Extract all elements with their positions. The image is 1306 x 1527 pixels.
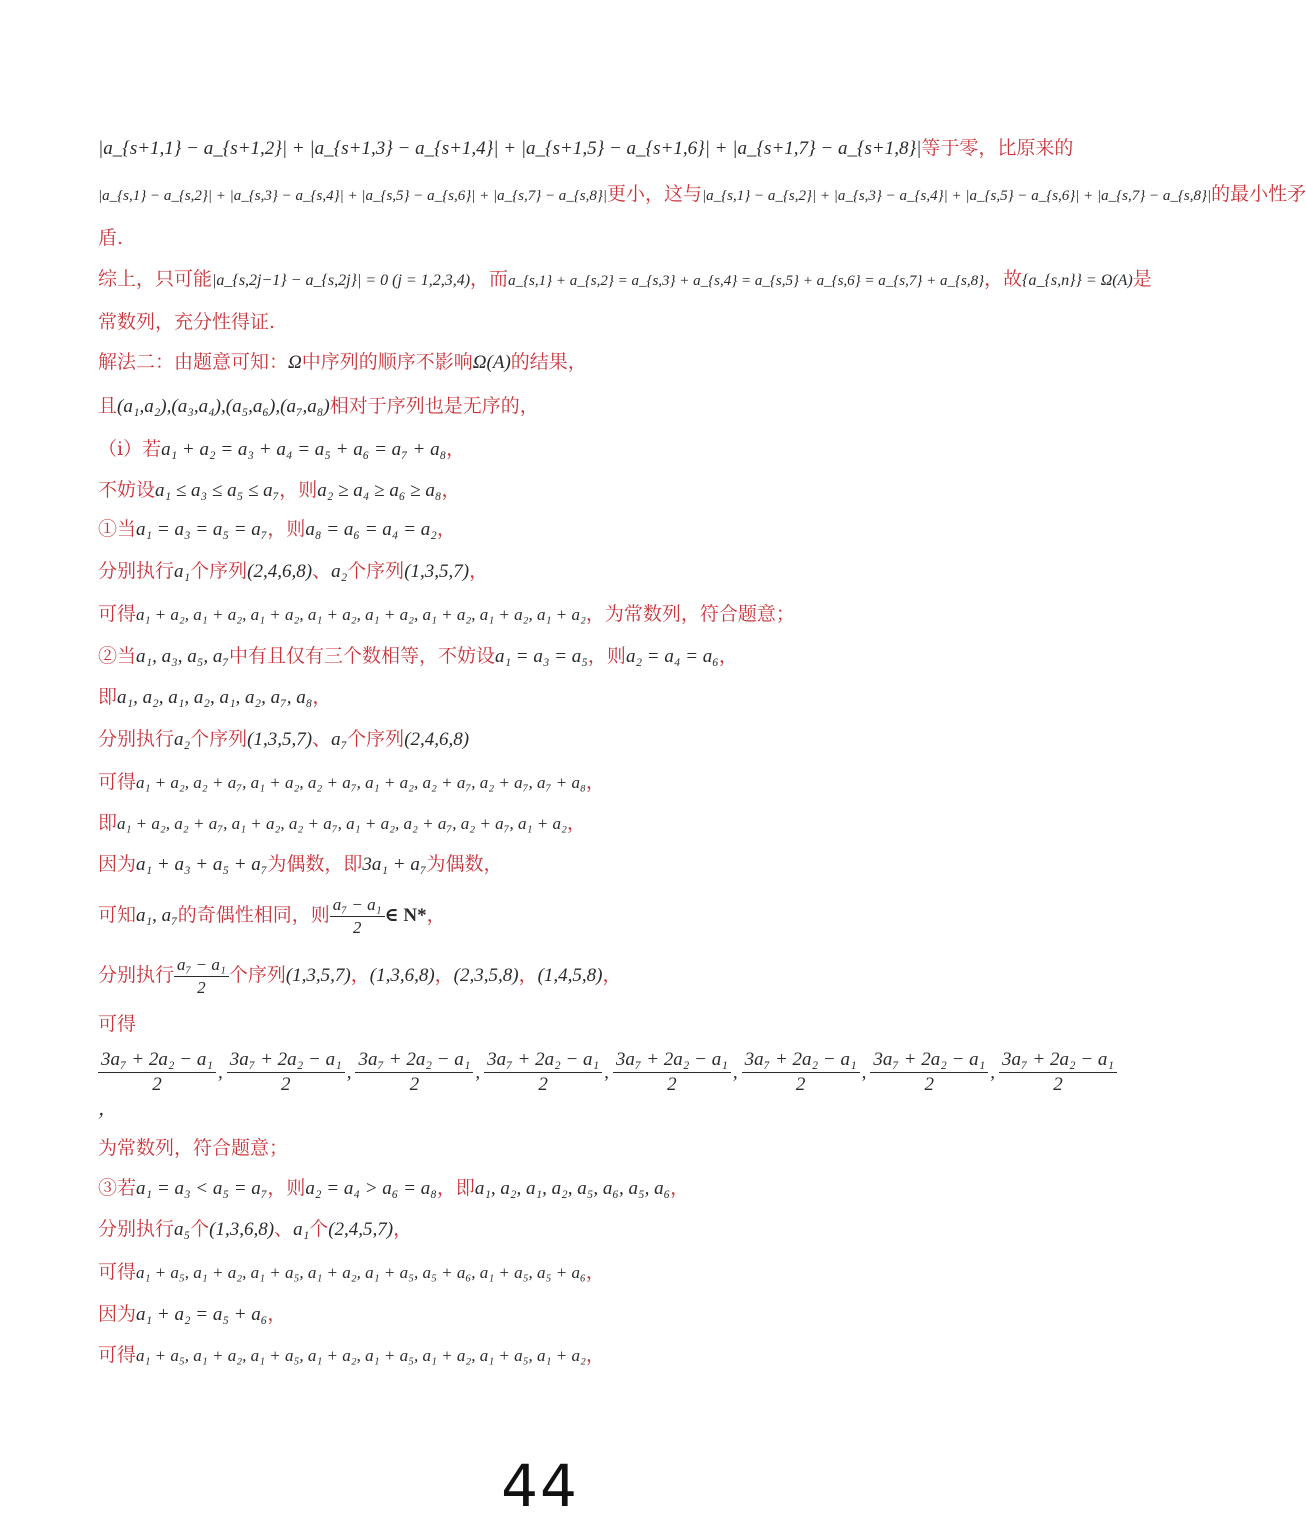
math-expression: a₁ + a₃ + a₅ + a₇ <box>136 854 268 875</box>
line-3 <box>98 224 123 252</box>
fraction-denominator: 2 <box>924 1074 935 1095</box>
math-expression: (1,3,5,7) <box>247 729 313 750</box>
text-fragment: ， <box>602 964 622 986</box>
line-9 <box>98 476 460 505</box>
fraction <box>174 954 229 999</box>
text-fragment: 因为 <box>98 1303 137 1325</box>
text-fragment: ， <box>426 904 446 926</box>
text-fragment: ，则 <box>267 518 306 540</box>
text-fragment: 个 <box>190 1218 210 1240</box>
text-fragment: ③若 <box>98 1177 137 1199</box>
line-15 <box>98 725 469 754</box>
text-fragment: 、 <box>312 560 332 582</box>
math-expression: (1,3,6,8) <box>369 965 435 986</box>
text-fragment: ，即 <box>436 1177 475 1199</box>
math-expression: a₁ + a₂ = a₃ + a₄ = a₅ + a₆ = a₇ + a₈ <box>161 439 447 460</box>
line-25 <box>98 1215 412 1244</box>
line-22 <box>98 1095 117 1124</box>
math-expression: a₁ + a₂ = a₅ + a₆ <box>136 1304 268 1325</box>
fraction <box>742 1048 860 1097</box>
fraction <box>999 1048 1117 1097</box>
math-expression: a₁ = a₃ = a₅ <box>494 646 588 667</box>
text-fragment: 分别执行 <box>98 1218 175 1240</box>
text-fragment: ， <box>312 686 332 708</box>
fraction-numerator: 3a₇ + 2a₂ − a₁ <box>355 1048 473 1073</box>
text-fragment: ， <box>441 479 461 501</box>
text-fragment: ，则 <box>587 645 626 667</box>
fraction <box>613 1048 731 1097</box>
text-fragment: 个序列 <box>228 964 286 986</box>
line-2 <box>98 180 1306 210</box>
math-expression: a₁ + a₂, a₂ + a₇, a₁ + a₂, a₂ + a₇, a₁ + a₂, a₂ + a₇, a₂ + a₇, a₇ + a₈ <box>136 773 586 792</box>
text-fragment: ，则 <box>279 479 318 501</box>
fraction-denominator: 2 <box>280 1074 291 1095</box>
fraction-numerator: 3a₇ + 2a₂ − a₁ <box>98 1048 216 1073</box>
text-fragment: ， <box>434 964 454 986</box>
fraction-numerator: 3a₇ + 2a₂ − a₁ <box>870 1048 988 1073</box>
page-number: 44 <box>501 1452 579 1520</box>
text-fragment: 可得 <box>98 771 137 793</box>
math-expression: a₈ = a₆ = a₄ = a₂ <box>305 519 437 540</box>
text-fragment: ， <box>670 1177 690 1199</box>
math-expression: (2,3,5,8) <box>453 965 519 986</box>
math-expression: a₁, a₃, a₅, a₇ <box>136 646 229 667</box>
math-expression: (1,3,5,7) <box>285 965 351 986</box>
line-8 <box>98 435 465 464</box>
fraction <box>227 1048 345 1097</box>
math-expression: a₂ <box>174 729 191 750</box>
text-fragment: 综上，只可能 <box>98 268 213 290</box>
math-expression: a₁ + a₂, a₂ + a₇, a₁ + a₂, a₂ + a₇, a₁ + a₂, a₂ + a₇, a₂ + a₇, a₁ + a₂ <box>117 814 567 833</box>
text-fragment: 为常数列，符合题意； <box>98 1137 289 1159</box>
fraction-denominator: 2 <box>152 1074 162 1095</box>
math-expression: a₂ = a₄ = a₆ <box>625 646 719 667</box>
text-fragment: 为偶数， <box>426 853 503 875</box>
text-fragment: ， <box>98 1099 118 1120</box>
math-expression: (1,3,6,8) <box>209 1219 275 1240</box>
math-expression: a₁ ≤ a₃ ≤ a₅ ≤ a₇ <box>155 480 280 501</box>
math-expression: a₁, a₂, a₁, a₂, a₁, a₂, a₇, a₈ <box>117 687 313 708</box>
fraction <box>330 894 385 939</box>
fraction <box>870 1048 988 1097</box>
text-fragment: ， <box>718 645 738 667</box>
math-expression: a₁ + a₅, a₁ + a₂, a₁ + a₅, a₁ + a₂, a₁ + a₅, a₁ + a₂, a₁ + a₅, a₁ + a₂ <box>136 1346 586 1365</box>
math-expression: Ω <box>288 352 302 373</box>
fraction-numerator: 3a₇ + 2a₂ − a₁ <box>999 1048 1117 1073</box>
fraction-numerator: 3a₇ + 2a₂ − a₁ <box>613 1048 731 1073</box>
math-expression: a₁ = a₃ = a₅ = a₇ <box>136 519 268 540</box>
text-fragment: （ⅰ）若 <box>98 438 162 460</box>
text-fragment: 因为 <box>98 853 137 875</box>
text-fragment: ， <box>518 964 538 986</box>
text-fragment: 个序列 <box>190 560 248 582</box>
text-fragment: ，则 <box>267 1177 306 1199</box>
fraction-denominator: 2 <box>197 977 206 997</box>
line-1 <box>98 134 1073 163</box>
text-fragment: ， <box>469 560 489 582</box>
text-fragment: 相对于序列也是无序的， <box>329 395 539 417</box>
text-fragment: 、 <box>274 1218 294 1240</box>
line-23 <box>98 1134 288 1162</box>
math-expression: (2,4,5,7) <box>328 1219 394 1240</box>
math-expression: a₁ + a₅, a₁ + a₂, a₁ + a₅, a₁ + a₂, a₁ + a₅, a₅ + a₆, a₁ + a₅, a₅ + a₆ <box>136 1263 586 1282</box>
math-expression: a₁, a₇ <box>136 905 178 926</box>
line-13 <box>98 642 738 671</box>
math-expression: a₇ <box>331 729 348 750</box>
text-fragment: 更小，这与 <box>607 183 703 205</box>
fraction-denominator: 2 <box>538 1074 548 1095</box>
text-fragment: ， <box>446 438 466 460</box>
text-fragment: 不妨设 <box>98 479 156 501</box>
math-expression: a₁, a₂, a₁, a₂, a₅, a₆, a₅, a₆ <box>474 1178 671 1199</box>
math-expression: a₁ <box>174 561 191 582</box>
text-fragment: ，故 <box>984 268 1023 290</box>
math-expression: (a₁,a₂),(a₃,a₄),(a₅,a₆),(a₇,a₈) <box>117 396 330 417</box>
fraction-denominator: 2 <box>1053 1074 1063 1095</box>
fraction-numerator: a₇ − a₁ <box>330 894 385 917</box>
text-fragment: 可得 <box>98 1013 137 1035</box>
math-expression: a₁ <box>293 1219 310 1240</box>
math-expression: (2,4,6,8) <box>247 561 313 582</box>
text-fragment: 个 <box>309 1218 329 1240</box>
text-fragment: 的奇偶性相同，则 <box>177 904 330 926</box>
math-expression: 3a₁ + a₇ <box>362 854 427 875</box>
line-7 <box>98 392 539 421</box>
line-21 <box>98 1010 136 1038</box>
text-fragment: 即 <box>98 686 118 708</box>
text-fragment: 解法二：由题意可知： <box>98 351 289 373</box>
line-10 <box>98 515 456 544</box>
line-11 <box>98 557 488 586</box>
text-fragment: 的结果， <box>510 351 587 373</box>
line-18 <box>98 850 502 879</box>
fraction-denominator: 2 <box>795 1074 806 1095</box>
math-expression: a₂ = a₄ > a₆ = a₈ <box>305 1178 437 1199</box>
line-20 <box>98 950 622 1001</box>
text-fragment: 的最小性矛 <box>1211 183 1306 205</box>
text-fragment: 个序列 <box>347 560 405 582</box>
text-fragment: ①当 <box>98 518 137 540</box>
fraction <box>355 1048 473 1097</box>
fraction-numerator: 3a₇ + 2a₂ − a₁ <box>742 1048 860 1073</box>
fraction-numerator: 3a₇ + 2a₂ − a₁ <box>227 1048 345 1073</box>
line-16 <box>98 768 605 797</box>
fraction <box>98 1048 216 1097</box>
text-fragment: 为偶数，即 <box>267 853 363 875</box>
text-fragment: ， <box>585 1261 605 1283</box>
fraction-numerator: a₇ − a₁ <box>174 954 229 977</box>
math-expression: a₅ <box>174 1219 191 1240</box>
line-17 <box>98 809 586 838</box>
text-fragment: ，而 <box>470 268 509 290</box>
text-fragment: ②当 <box>98 645 137 667</box>
math-expression: {a_{s,n}} = Ω(A) <box>1022 272 1133 289</box>
text-fragment: 可知 <box>98 904 137 926</box>
line-28 <box>98 1341 605 1370</box>
line-12 <box>98 600 795 629</box>
text-fragment: 、 <box>312 728 332 750</box>
text-fragment: 盾. <box>98 227 124 249</box>
math-expression: a_{s,1} + a_{s,2} = a_{s,3} + a_{s,4} = a_{s,5} + a_{s,6} = a_{s,7} + a_{s,8} <box>508 273 985 289</box>
line-19 <box>98 890 446 941</box>
text-fragment: 且 <box>98 395 118 417</box>
text-fragment: 个序列 <box>190 728 248 750</box>
text-fragment: 分别执行 <box>98 964 175 986</box>
math-expression: (2,4,6,8) <box>404 729 470 750</box>
text-fragment: 分别执行 <box>98 728 175 750</box>
text-fragment: 是 <box>1132 268 1152 290</box>
text-fragment: 即 <box>98 812 118 834</box>
math-expression: Ω(A) <box>472 352 511 373</box>
text-fragment: 等于零，比原来的 <box>921 137 1074 159</box>
fraction-denominator: 2 <box>409 1074 420 1095</box>
text-fragment: 中有且仅有三个数相等，不妨设 <box>228 645 495 667</box>
fraction-sequence: $\frac{\text{3a₇ + 2a₂ − a₁}}{2}$ , $\frac{\text{3a₇ + 2a₂ − a₁}}{2}$ , $\frac{\text{3a₇ + 2a₂ − a₁}}{2}$ , $\frac{\text{3a₇ + 2a₂ − a₁}}{2}$ , $\frac{\text{3a₇ + 2a₂ − a₁}}{2}$ , $\frac{\text{3a₇ + 2a₂ − a₁}}{2}$ , $\frac{\text{3a₇ + 2a₂ − a₁}}{2}$ , $\frac{\text{3a₇ + 2a₂ − a₁}}{2}$ <box>98 1048 1119 1097</box>
text-fragment: 可得 <box>98 1344 137 1366</box>
line-6 <box>98 348 587 377</box>
math-expression: a₁ + a₂, a₁ + a₂, a₁ + a₂, a₁ + a₂, a₁ + a₂, a₁ + a₂, a₁ + a₂, a₁ + a₂ <box>136 605 586 624</box>
fraction-denominator: 2 <box>352 917 362 937</box>
text-fragment: ， <box>436 518 456 540</box>
text-fragment: ，为常数列，符合题意； <box>585 603 795 625</box>
text-fragment: 中序列的顺序不影响 <box>301 351 473 373</box>
text-fragment: 常数列，充分性得证. <box>98 311 276 333</box>
text-fragment: 分别执行 <box>98 560 175 582</box>
line-5 <box>98 308 275 336</box>
math-expression: |a_{s,1} − a_{s,2}| + |a_{s,3} − a_{s,4}| + |a_{s,5} − a_{s,6}| + |a_{s,7} − a_{s,8}| <box>98 188 608 204</box>
math-expression: a₁ = a₃ < a₅ = a₇ <box>136 1178 268 1199</box>
line-27 <box>98 1300 286 1329</box>
text-fragment: 可得 <box>98 1261 137 1283</box>
math-expression: a₂ ≥ a₄ ≥ a₆ ≥ a₈ <box>317 480 442 501</box>
fraction <box>484 1048 602 1097</box>
math-expression: |a_{s+1,1} − a_{s+1,2}| + |a_{s+1,3} − a_{s+1,4}| + |a_{s+1,5} − a_{s+1,6}| + |a_{s+1,7} − a_{s+1,8}| <box>98 138 922 159</box>
line-4 <box>98 265 1152 295</box>
text-fragment: ， <box>267 1303 287 1325</box>
line-26 <box>98 1258 605 1287</box>
text-fragment: ， <box>566 812 586 834</box>
math-expression: |a_{s,2j−1} − a_{s,2j}| = 0 (j = 1,2,3,4) <box>212 272 471 289</box>
fraction-denominator: 2 <box>667 1074 677 1095</box>
line-14 <box>98 683 331 712</box>
text-fragment: 个序列 <box>347 728 405 750</box>
fraction-numerator: 3a₇ + 2a₂ − a₁ <box>484 1048 602 1073</box>
math-expression: (1,3,5,7) <box>404 561 470 582</box>
math-expression: |a_{s,1} − a_{s,2}| + |a_{s,3} − a_{s,4}| + |a_{s,5} − a_{s,6}| + |a_{s,7} − a_{s,8}| <box>702 188 1212 204</box>
text-fragment: ， <box>585 771 605 793</box>
text-fragment: ， <box>393 1218 413 1240</box>
line-24 <box>98 1174 689 1203</box>
text-fragment: 可得 <box>98 603 137 625</box>
math-expression: ∈ N* <box>384 905 427 926</box>
text-fragment: ， <box>350 964 370 986</box>
text-fragment: ， <box>585 1344 605 1366</box>
math-expression: a₂ <box>331 561 348 582</box>
math-expression: (1,4,5,8) <box>537 965 603 986</box>
